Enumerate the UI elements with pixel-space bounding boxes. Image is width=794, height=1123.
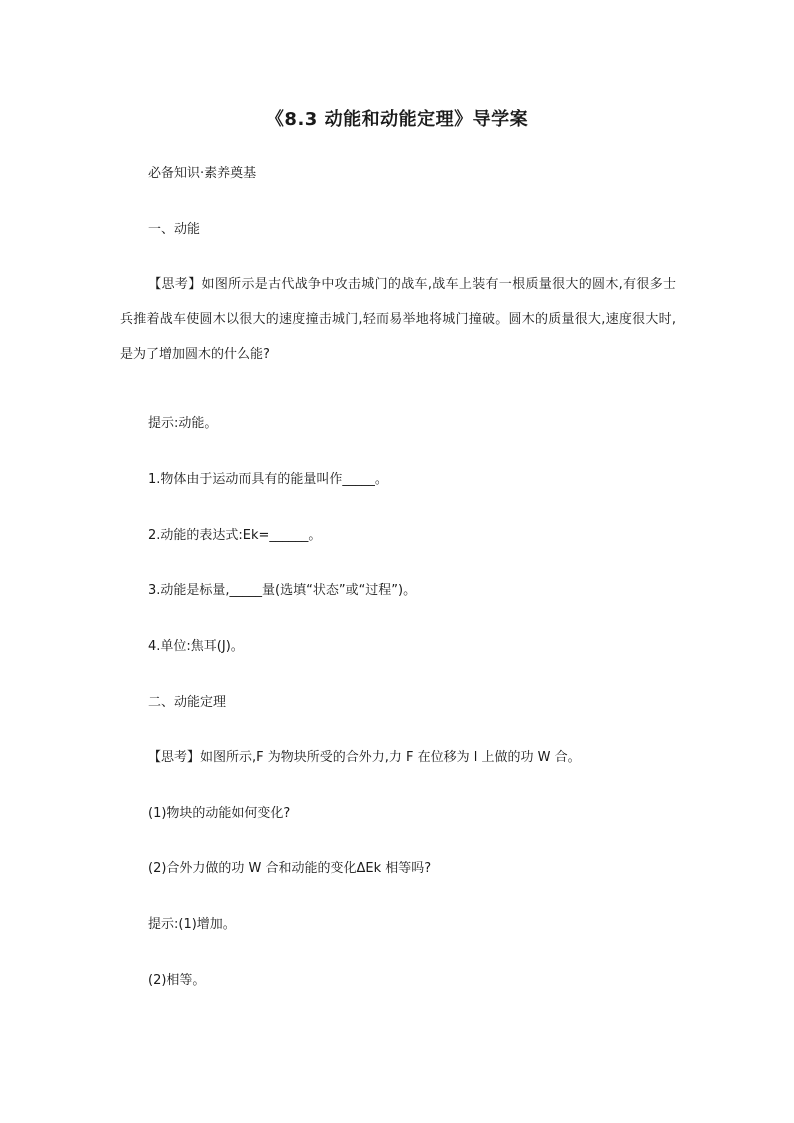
section-header: 必备知识·素养奠基 — [148, 166, 257, 181]
item-3: 3.动能是标量,_____量(选填“状态”或“过程”)。 — [148, 583, 417, 598]
part2-heading: 二、动能定理 — [148, 695, 227, 710]
hint-2: 提示:(1)增加。 — [148, 917, 236, 932]
part1-heading: 一、动能 — [148, 222, 201, 237]
document-title: 《8.3 动能和动能定理》导学案 — [265, 109, 529, 130]
question-1: (1)物块的动能如何变化? — [148, 806, 291, 821]
hint-1: 提示:动能。 — [148, 416, 218, 431]
item-4: 4.单位:焦耳(J)。 — [148, 639, 244, 654]
item-2: 2.动能的表达式:Ek=______。 — [148, 528, 322, 543]
think-paragraph-2: 【思考】如图所示,F 为物块所受的合外力,力 F 在位移为 l 上做的功 W 合。 — [148, 750, 581, 765]
hint-3: (2)相等。 — [148, 973, 206, 988]
think-paragraph-1-text: 【思考】如图所示是古代战争中攻击城门的战车,战车上装有一根质量很大的圆木,有很多士兵推着战车使圆木以很大的速度撞击城门,轻而易举地将城门撞破。圆木的质量很大,速度很大时,是为了增加圆木的什么能? — [120, 277, 676, 362]
item-1: 1.物体由于运动而具有的能量叫作_____。 — [148, 472, 388, 487]
think-paragraph-1 — [120, 267, 676, 372]
question-2: (2)合外力做的功 W 合和动能的变化ΔEk 相等吗? — [148, 861, 432, 876]
